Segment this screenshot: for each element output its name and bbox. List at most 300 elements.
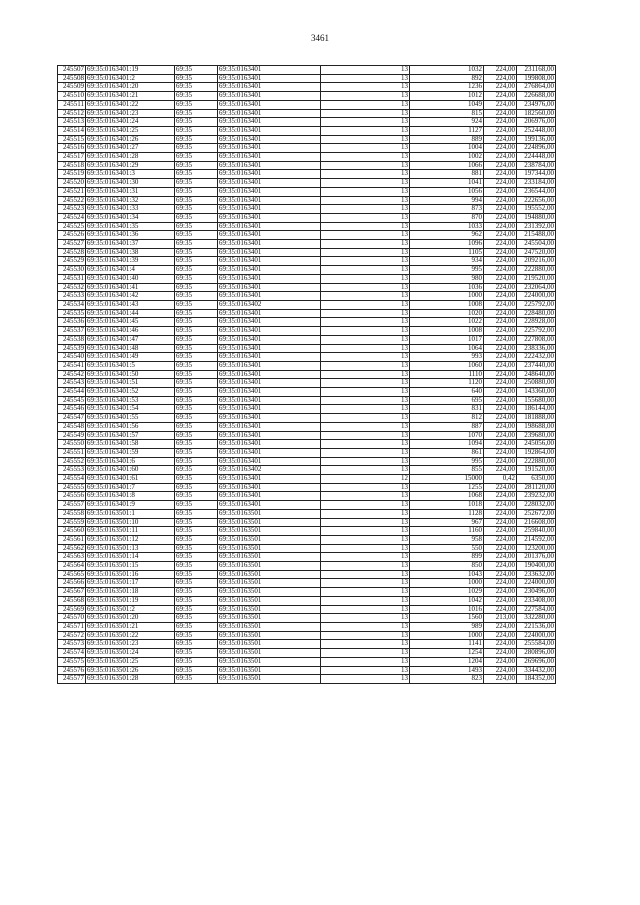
cadastral-value-cell: 206976,00 (517, 118, 556, 127)
row-id-cell: 245523 (58, 205, 86, 214)
specific-value-cell: 224,00 (484, 562, 517, 571)
cadastral-value-cell: 332280,00 (517, 614, 556, 623)
table-row (58, 118, 556, 127)
specific-value-cell: 224,00 (484, 335, 517, 344)
cadastral-value-cell: 233632,00 (517, 570, 556, 579)
group-number-cell: 13 (321, 283, 410, 292)
specific-value-cell: 0,42 (484, 475, 517, 484)
area-cell: 1094 (410, 440, 484, 449)
cadastral-value-cell: 224448,00 (517, 153, 556, 162)
cadastral-block-cell: 69:35:0163401 (218, 353, 321, 362)
group-number-cell: 13 (321, 344, 410, 353)
cadastral-block-cell: 69:35:0163401 (218, 213, 321, 222)
table-row (58, 631, 556, 640)
area-cell: 1110 (410, 370, 484, 379)
cadastral-value-cell: 227808,00 (517, 335, 556, 344)
group-number-cell: 13 (321, 405, 410, 414)
area-cell: 1043 (410, 570, 484, 579)
area-cell: 995 (410, 457, 484, 466)
cadastral-number-cell: 69:35:0163401:8 (86, 492, 175, 501)
table-row (58, 335, 556, 344)
cadastral-block-cell: 69:35:0163401 (218, 179, 321, 188)
row-id-cell: 245555 (58, 483, 86, 492)
table-row (58, 361, 556, 370)
cadastral-quarter-cell: 69:35 (175, 527, 218, 536)
row-id-cell: 245507 (58, 66, 86, 75)
cadastral-quarter-cell: 69:35 (175, 213, 218, 222)
table-row (58, 623, 556, 632)
cadastral-block-cell: 69:35:0163401 (218, 492, 321, 501)
cadastral-quarter-cell: 69:35 (175, 414, 218, 423)
row-id-cell: 245573 (58, 640, 86, 649)
cadastral-quarter-cell: 69:35 (175, 292, 218, 301)
cadastral-number-cell: 69:35:0163401:22 (86, 100, 175, 109)
specific-value-cell: 224,00 (484, 666, 517, 675)
area-cell: 861 (410, 448, 484, 457)
cadastral-block-cell: 69:35:0163401 (218, 448, 321, 457)
area-cell: 1029 (410, 588, 484, 597)
group-number-cell: 13 (321, 631, 410, 640)
cadastral-number-cell: 69:35:0163401:21 (86, 92, 175, 101)
cadastral-block-cell: 69:35:0163501 (218, 527, 321, 536)
cadastral-quarter-cell: 69:35 (175, 196, 218, 205)
cadastral-number-cell: 69:35:0163401:59 (86, 448, 175, 457)
area-cell: 1056 (410, 187, 484, 196)
table-row (58, 579, 556, 588)
table-row (58, 266, 556, 275)
cadastral-number-cell: 69:35:0163401:38 (86, 248, 175, 257)
specific-value-cell: 224,00 (484, 109, 517, 118)
specific-value-cell: 224,00 (484, 509, 517, 518)
area-cell: 1004 (410, 144, 484, 153)
area-cell: 1120 (410, 379, 484, 388)
cadastral-quarter-cell: 69:35 (175, 187, 218, 196)
specific-value-cell: 224,00 (484, 649, 517, 658)
row-id-cell: 245527 (58, 240, 86, 249)
table-row (58, 388, 556, 397)
group-number-cell: 13 (321, 222, 410, 231)
table-row (58, 222, 556, 231)
group-number-cell: 13 (321, 213, 410, 222)
row-id-cell: 245557 (58, 501, 86, 510)
table-row (58, 570, 556, 579)
specific-value-cell: 224,00 (484, 553, 517, 562)
cadastral-value-cell: 155680,00 (517, 396, 556, 405)
specific-value-cell: 224,00 (484, 248, 517, 257)
table-row (58, 649, 556, 658)
group-number-cell: 13 (321, 483, 410, 492)
cadastral-number-cell: 69:35:0163401:45 (86, 318, 175, 327)
group-number-cell: 13 (321, 266, 410, 275)
area-cell: 1160 (410, 527, 484, 536)
specific-value-cell: 224,00 (484, 92, 517, 101)
table-row (58, 135, 556, 144)
cadastral-block-cell: 69:35:0163401 (218, 327, 321, 336)
cadastral-block-cell: 69:35:0163501 (218, 666, 321, 675)
group-number-cell: 13 (321, 196, 410, 205)
group-number-cell: 13 (321, 649, 410, 658)
specific-value-cell: 224,00 (484, 66, 517, 75)
cadastral-block-cell: 69:35:0163501 (218, 631, 321, 640)
specific-value-cell: 224,00 (484, 135, 517, 144)
row-id-cell: 245574 (58, 649, 86, 658)
specific-value-cell: 224,00 (484, 675, 517, 684)
group-number-cell: 13 (321, 126, 410, 135)
row-id-cell: 245549 (58, 431, 86, 440)
area-cell: 934 (410, 257, 484, 266)
row-id-cell: 245514 (58, 126, 86, 135)
row-id-cell: 245513 (58, 118, 86, 127)
row-id-cell: 245560 (58, 527, 86, 536)
cadastral-value-cell: 199136,00 (517, 135, 556, 144)
group-number-cell: 13 (321, 466, 410, 475)
cadastral-block-cell: 69:35:0163401 (218, 240, 321, 249)
cadastral-quarter-cell: 69:35 (175, 361, 218, 370)
table-row (58, 109, 556, 118)
area-cell: 994 (410, 196, 484, 205)
cadastral-quarter-cell: 69:35 (175, 222, 218, 231)
row-id-cell: 245535 (58, 309, 86, 318)
group-number-cell: 13 (321, 501, 410, 510)
cadastral-quarter-cell: 69:35 (175, 553, 218, 562)
cadastral-value-cell: 216608,00 (517, 518, 556, 527)
area-cell: 980 (410, 274, 484, 283)
group-number-cell: 13 (321, 318, 410, 327)
cadastral-value-cell: 236544,00 (517, 187, 556, 196)
cadastral-value-cell: 143360,00 (517, 388, 556, 397)
row-id-cell: 245516 (58, 144, 86, 153)
cadastral-block-cell: 69:35:0163501 (218, 605, 321, 614)
row-id-cell: 245547 (58, 414, 86, 423)
group-number-cell: 13 (321, 596, 410, 605)
specific-value-cell: 224,00 (484, 144, 517, 153)
row-id-cell: 245512 (58, 109, 86, 118)
area-cell: 1105 (410, 248, 484, 257)
area-cell: 958 (410, 535, 484, 544)
group-number-cell: 13 (321, 379, 410, 388)
group-number-cell: 13 (321, 448, 410, 457)
cadastral-value-cell: 197344,00 (517, 170, 556, 179)
cadastral-quarter-cell: 69:35 (175, 283, 218, 292)
cadastral-number-cell: 69:35:0163401:19 (86, 66, 175, 75)
cadastral-number-cell: 69:35:0163501:25 (86, 657, 175, 666)
specific-value-cell: 224,00 (484, 100, 517, 109)
table-row (58, 92, 556, 101)
cadastral-value-cell: 227584,00 (517, 605, 556, 614)
group-number-cell: 13 (321, 92, 410, 101)
cadastral-quarter-cell: 69:35 (175, 657, 218, 666)
cadastral-value-cell: 6350,00 (517, 475, 556, 484)
cadastral-block-cell: 69:35:0163401 (218, 457, 321, 466)
cadastral-number-cell: 69:35:0163501:22 (86, 631, 175, 640)
cadastral-value-cell: 281120,00 (517, 483, 556, 492)
area-cell: 855 (410, 466, 484, 475)
cadastral-value-cell: 228032,00 (517, 501, 556, 510)
specific-value-cell: 224,00 (484, 126, 517, 135)
cadastral-value-cell: 238336,00 (517, 344, 556, 353)
cadastral-number-cell: 69:35:0163401:3 (86, 170, 175, 179)
cadastral-number-cell: 69:35:0163501:14 (86, 553, 175, 562)
cadastral-value-cell: 233408,00 (517, 596, 556, 605)
group-number-cell: 13 (321, 361, 410, 370)
row-id-cell: 245520 (58, 179, 86, 188)
cadastral-quarter-cell: 69:35 (175, 623, 218, 632)
cadastral-block-cell: 69:35:0163401 (218, 501, 321, 510)
area-cell: 1020 (410, 309, 484, 318)
cadastral-value-cell: 252672,00 (517, 509, 556, 518)
table-row (58, 309, 556, 318)
specific-value-cell: 224,00 (484, 83, 517, 92)
cadastral-number-cell: 69:35:0163501:20 (86, 614, 175, 623)
cadastral-quarter-cell: 69:35 (175, 100, 218, 109)
area-cell: 1000 (410, 292, 484, 301)
cadastral-value-cell: 123200,00 (517, 544, 556, 553)
cadastral-quarter-cell: 69:35 (175, 318, 218, 327)
row-id-cell: 245571 (58, 623, 86, 632)
group-number-cell: 13 (321, 144, 410, 153)
table-row (58, 274, 556, 283)
row-id-cell: 245509 (58, 83, 86, 92)
area-cell: 1128 (410, 509, 484, 518)
cadastral-value-cell: 184352,00 (517, 675, 556, 684)
area-cell: 1033 (410, 222, 484, 231)
table-row (58, 153, 556, 162)
row-id-cell: 245550 (58, 440, 86, 449)
cadastral-block-cell: 69:35:0163401 (218, 292, 321, 301)
specific-value-cell: 224,00 (484, 640, 517, 649)
specific-value-cell: 224,00 (484, 448, 517, 457)
cadastral-quarter-cell: 69:35 (175, 344, 218, 353)
row-id-cell: 245508 (58, 74, 86, 83)
cadastral-value-cell: 199808,00 (517, 74, 556, 83)
cadastral-block-cell: 69:35:0163401 (218, 196, 321, 205)
cadastral-number-cell: 69:35:0163401:28 (86, 153, 175, 162)
row-id-cell: 245559 (58, 518, 86, 527)
table-row (58, 327, 556, 336)
row-id-cell: 245543 (58, 379, 86, 388)
cadastral-quarter-cell: 69:35 (175, 205, 218, 214)
row-id-cell: 245569 (58, 605, 86, 614)
cadastral-quarter-cell: 69:35 (175, 614, 218, 623)
cadastral-quarter-cell: 69:35 (175, 518, 218, 527)
cadastral-number-cell: 69:35:0163501:15 (86, 562, 175, 571)
cadastral-block-cell: 69:35:0163501 (218, 588, 321, 597)
cadastral-value-cell: 219520,00 (517, 274, 556, 283)
cadastral-block-cell: 69:35:0163401 (218, 205, 321, 214)
specific-value-cell: 224,00 (484, 379, 517, 388)
cadastral-block-cell: 69:35:0163401 (218, 170, 321, 179)
cadastral-value-cell: 191520,00 (517, 466, 556, 475)
cadastral-quarter-cell: 69:35 (175, 240, 218, 249)
table-row (58, 448, 556, 457)
cadastral-number-cell: 69:35:0163401:41 (86, 283, 175, 292)
table-row (58, 475, 556, 484)
table-row (58, 248, 556, 257)
specific-value-cell: 224,00 (484, 205, 517, 214)
cadastral-number-cell: 69:35:0163401:48 (86, 344, 175, 353)
cadastral-block-cell: 69:35:0163501 (218, 657, 321, 666)
table-row (58, 231, 556, 240)
table-row (58, 605, 556, 614)
cadastral-number-cell: 69:35:0163501:24 (86, 649, 175, 658)
cadastral-quarter-cell: 69:35 (175, 109, 218, 118)
area-cell: 1000 (410, 631, 484, 640)
row-id-cell: 245529 (58, 257, 86, 266)
group-number-cell: 13 (321, 135, 410, 144)
cadastral-block-cell: 69:35:0163501 (218, 544, 321, 553)
area-cell: 899 (410, 553, 484, 562)
area-cell: 1008 (410, 327, 484, 336)
cadastral-number-cell: 69:35:0163401:33 (86, 205, 175, 214)
area-cell: 1016 (410, 605, 484, 614)
table-row (58, 483, 556, 492)
cadastral-value-cell: 214592,00 (517, 535, 556, 544)
row-id-cell: 245554 (58, 475, 86, 484)
specific-value-cell: 224,00 (484, 292, 517, 301)
area-cell: 1236 (410, 83, 484, 92)
cadastral-value-cell: 186144,00 (517, 405, 556, 414)
area-cell: 1493 (410, 666, 484, 675)
row-id-cell: 245511 (58, 100, 86, 109)
cadastral-value-cell: 226688,00 (517, 92, 556, 101)
table-row (58, 675, 556, 684)
cadastral-block-cell: 69:35:0163401 (218, 414, 321, 423)
group-number-cell: 13 (321, 388, 410, 397)
row-id-cell: 245564 (58, 562, 86, 571)
cadastral-block-cell: 69:35:0163401 (218, 422, 321, 431)
group-number-cell: 13 (321, 579, 410, 588)
cadastral-number-cell: 69:35:0163501:18 (86, 588, 175, 597)
row-id-cell: 245575 (58, 657, 86, 666)
area-cell: 1064 (410, 344, 484, 353)
specific-value-cell: 224,00 (484, 623, 517, 632)
group-number-cell: 13 (321, 605, 410, 614)
specific-value-cell: 224,00 (484, 300, 517, 309)
cadastral-number-cell: 69:35:0163401:23 (86, 109, 175, 118)
area-cell: 1041 (410, 179, 484, 188)
cadastral-quarter-cell: 69:35 (175, 74, 218, 83)
cadastral-value-cell: 231392,00 (517, 222, 556, 231)
cadastral-quarter-cell: 69:35 (175, 666, 218, 675)
group-number-cell: 13 (321, 431, 410, 440)
area-cell: 831 (410, 405, 484, 414)
cadastral-number-cell: 69:35:0163401:26 (86, 135, 175, 144)
cadastral-quarter-cell: 69:35 (175, 457, 218, 466)
cadastral-quarter-cell: 69:35 (175, 370, 218, 379)
table-row (58, 300, 556, 309)
table-row (58, 379, 556, 388)
group-number-cell: 13 (321, 518, 410, 527)
area-cell: 1000 (410, 579, 484, 588)
group-number-cell: 13 (321, 440, 410, 449)
table-row (58, 501, 556, 510)
specific-value-cell: 224,00 (484, 588, 517, 597)
cadastral-number-cell: 69:35:0163501:23 (86, 640, 175, 649)
area-cell: 640 (410, 388, 484, 397)
row-id-cell: 245528 (58, 248, 86, 257)
cadastral-block-cell: 69:35:0163401 (218, 118, 321, 127)
row-id-cell: 245517 (58, 153, 86, 162)
table-row (58, 240, 556, 249)
row-id-cell: 245522 (58, 196, 86, 205)
row-id-cell: 245532 (58, 283, 86, 292)
table-row (58, 100, 556, 109)
cadastral-value-cell: 239232,00 (517, 492, 556, 501)
cadastral-block-cell: 69:35:0163401 (218, 222, 321, 231)
group-number-cell: 13 (321, 370, 410, 379)
specific-value-cell: 224,00 (484, 361, 517, 370)
cadastral-block-cell: 69:35:0163401 (218, 318, 321, 327)
group-number-cell: 13 (321, 179, 410, 188)
cadastral-quarter-cell: 69:35 (175, 579, 218, 588)
cadastral-quarter-cell: 69:35 (175, 388, 218, 397)
row-id-cell: 245521 (58, 187, 86, 196)
area-cell: 892 (410, 74, 484, 83)
cadastral-value-cell: 221536,00 (517, 623, 556, 632)
specific-value-cell: 224,00 (484, 605, 517, 614)
row-id-cell: 245518 (58, 161, 86, 170)
group-number-cell: 13 (321, 457, 410, 466)
cadastral-number-cell: 69:35:0163501:17 (86, 579, 175, 588)
cadastral-block-cell: 69:35:0163401 (218, 153, 321, 162)
cadastral-quarter-cell: 69:35 (175, 153, 218, 162)
cadastral-block-cell: 69:35:0163501 (218, 535, 321, 544)
specific-value-cell: 224,00 (484, 283, 517, 292)
area-cell: 870 (410, 213, 484, 222)
area-cell: 962 (410, 231, 484, 240)
group-number-cell: 13 (321, 353, 410, 362)
cadastral-block-cell: 69:35:0163501 (218, 649, 321, 658)
area-cell: 924 (410, 118, 484, 127)
group-number-cell: 13 (321, 422, 410, 431)
specific-value-cell: 224,00 (484, 353, 517, 362)
cadastral-number-cell: 69:35:0163401:35 (86, 222, 175, 231)
area-cell: 1032 (410, 66, 484, 75)
cadastral-quarter-cell: 69:35 (175, 535, 218, 544)
table-row (58, 353, 556, 362)
specific-value-cell: 224,00 (484, 187, 517, 196)
cadastral-number-cell: 69:35:0163401:4 (86, 266, 175, 275)
cadastral-quarter-cell: 69:35 (175, 126, 218, 135)
area-cell: 550 (410, 544, 484, 553)
area-cell: 1036 (410, 283, 484, 292)
row-id-cell: 245542 (58, 370, 86, 379)
specific-value-cell: 224,00 (484, 179, 517, 188)
cadastral-value-cell: 280896,00 (517, 649, 556, 658)
row-id-cell: 245568 (58, 596, 86, 605)
cadastral-value-cell: 194880,00 (517, 213, 556, 222)
cadastral-number-cell: 69:35:0163401:37 (86, 240, 175, 249)
area-cell: 1049 (410, 100, 484, 109)
group-number-cell: 13 (321, 205, 410, 214)
group-number-cell: 13 (321, 257, 410, 266)
area-cell: 1002 (410, 153, 484, 162)
table-row (58, 66, 556, 75)
cadastral-quarter-cell: 69:35 (175, 649, 218, 658)
cadastral-quarter-cell: 69:35 (175, 596, 218, 605)
cadastral-block-cell: 69:35:0163501 (218, 675, 321, 684)
group-number-cell: 13 (321, 161, 410, 170)
cadastral-quarter-cell: 69:35 (175, 440, 218, 449)
cadastral-value-cell: 225792,00 (517, 300, 556, 309)
cadastral-value-cell: 224000,00 (517, 292, 556, 301)
area-cell: 850 (410, 562, 484, 571)
cadastral-value-cell: 232064,00 (517, 283, 556, 292)
cadastral-quarter-cell: 69:35 (175, 544, 218, 553)
cadastral-number-cell: 69:35:0163501:1 (86, 509, 175, 518)
cadastral-number-cell: 69:35:0163501:28 (86, 675, 175, 684)
group-number-cell: 13 (321, 292, 410, 301)
